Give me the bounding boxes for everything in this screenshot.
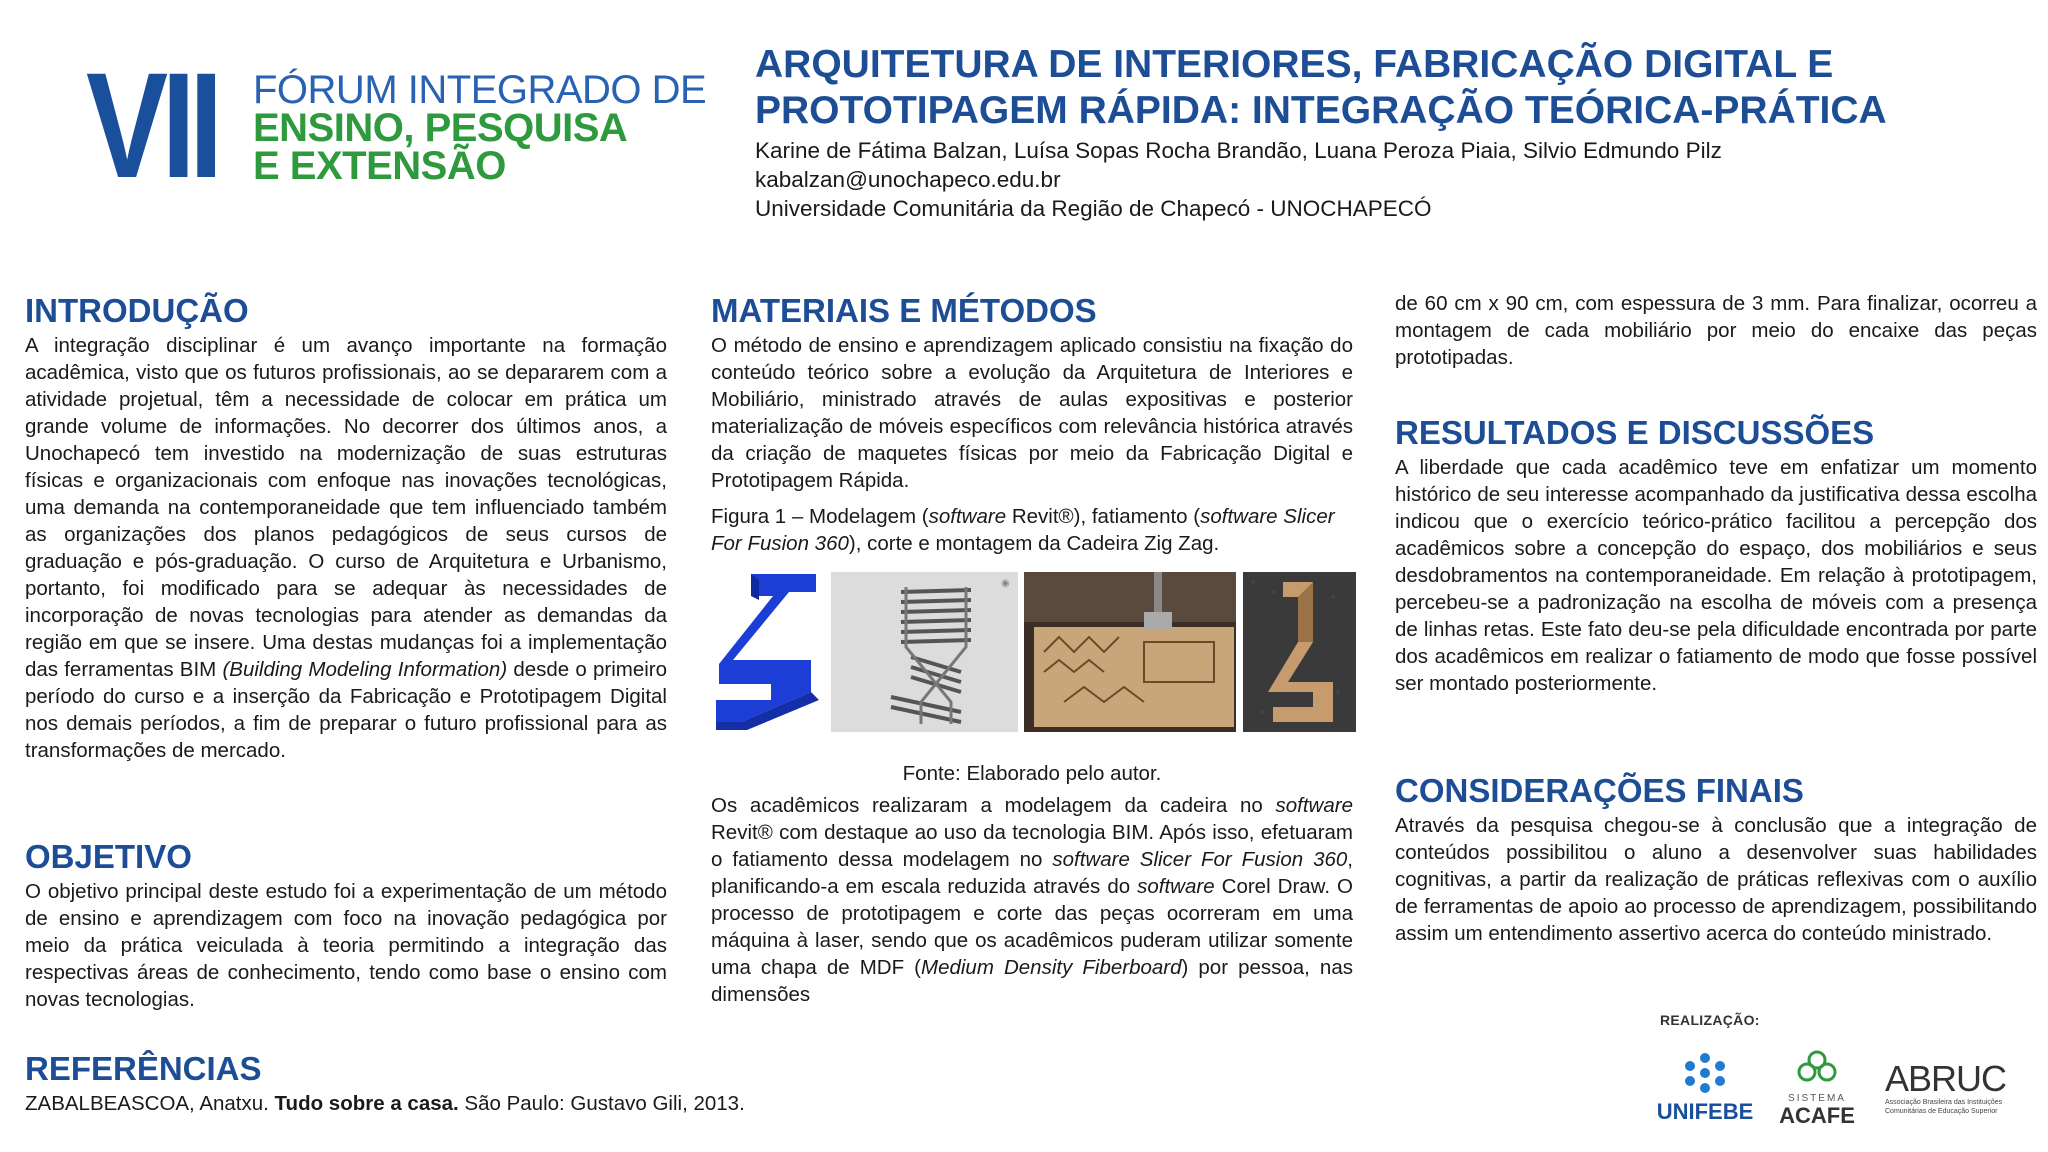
section-heading: MATERIAIS E MÉTODOS: [711, 292, 1097, 329]
authors: Karine de Fátima Balzan, Luísa Sopas Rocha Brandão, Luana Peroza Piaia, Silvio Edmundo Pilz: [755, 138, 1722, 163]
sponsors-label: REALIZAÇÃO:: [1660, 1012, 1760, 1028]
section-consideracoes: [1395, 772, 2037, 947]
materiais-text: O método de ensino e aprendizagem aplicado consistiu na fixação do conteúdo teórico sobre a evolução da Arquitetura de Interiores e Mobiliário, ministrado através de aulas expositivas e posterior materialização de móveis específicos com relevância histórica através da criação de maquetes físicas por meio da Fabricação Digital e Prototipagem Rápida.: [711, 334, 1353, 492]
section-referencias: [25, 1050, 1025, 1117]
event-logo-numeral: VII: [86, 41, 217, 209]
section-heading: INTRODUÇÃO: [25, 292, 249, 329]
section-introducao: [25, 292, 667, 764]
materiais-continuation: de 60 cm x 90 cm, com espessura de 3 mm. Para finalizar, ocorreu a montagem de cada mobiliário por meio do encaixe das peças prototipadas.: [1395, 292, 2037, 369]
section-heading: OBJETIVO: [25, 838, 192, 875]
figure-caption: Figura 1 – Modelagem (software Revit®), fatiamento (software Slicer For Fusion 360), corte e montagem da Cadeira Zig Zag.: [711, 505, 1335, 555]
event-logo-line-2: ENSINO, PESQUISA: [253, 106, 628, 150]
unifebe-icon: [1680, 1050, 1730, 1096]
acafe-logo: SISTEMA ACAFE: [1772, 1048, 1862, 1127]
svg-text:◉: ◉: [1001, 578, 1010, 589]
section-materiais: [711, 292, 1353, 494]
institution: Universidade Comunitária da Região de Chapecó - UNOCHAPECÓ: [755, 196, 1432, 221]
abruc-logo: ABRUC Associação Brasileira das Instituições Comunitárias de Educação Superior: [1885, 1060, 2035, 1116]
consideracoes-text: Através da pesquisa chegou-se à conclusão que a integração de conteúdos possibilitou o aluno a desenvolver suas habilidades cognitivas, a partir da realização de práticas reflexivas com o auxílio de ferramentas de apoio ao processo de aprendizagem, possibilitando assim um entendimento assertivo acerca do conteúdo ministrado.: [1395, 814, 2037, 945]
section-heading: REFERÊNCIAS: [25, 1050, 262, 1087]
intro-text: A integração disciplinar é um avanço importante na formação acadêmica, visto que os futuros profissionais, ao se depararem com a atividade projetual, têm a necessidade de colocar em prática um grande volume de informações. No decorrer dos últimos anos, a Unochapecó tem investido na modernização de suas estruturas físicas e organizacionais com enfoque nas inovações tecnológicas, uma demanda na contemporaneidade que tem influenciado também as organizações dos planos pedagógicos de seus cursos de graduação e pós-graduação. O curso de Arquitetura e Urbanismo, portanto, foi modificado para se adequar às necessidades de incorporação de novas tecnologias para atender as demandas da região em que se insere. Uma destas mudanças foi a implementação das ferramentas BIM (Building Modeling Information) desde o primeiro período do curso e a inserção da Fabricação e Prototipagem Digital nos demais períodos, a fim de preparar o futuro profissional para as transformações de mercado.: [25, 334, 668, 762]
resultados-text: A liberdade que cada acadêmico teve em enfatizar um momento histórico de seu interesse acompanhado da justificativa dessa escolha indicou que o exercício teórico-prático facilitou a percepção dos acadêmicos sobre a concepção do espaço, dos mobiliários e seus desdobramentos na contemporaneidade. Em relação à prototipagem, percebeu-se a padronização na escolha de móveis com a presença de linhas retas. Este fato deu-se pela dificuldade encontrada por parte dos acadêmicos em realizar o fatiamento de modo que fosse possível ser montado posteriormente.: [1395, 456, 2037, 695]
objetivo-text: O objetivo principal deste estudo foi a experimentação de um método de ensino e aprendizagem com foco na inovação pedagógica por meio da prática veiculada à teoria permitindo a integração das respectivas áreas de conhecimento, tendo como base o ensino com novas tecnologias.: [25, 880, 667, 1011]
abruc-wordmark: ABRUC: [1885, 1058, 2007, 1099]
email: kabalzan@unochapeco.edu.br: [755, 167, 1061, 192]
author-block: [755, 136, 2015, 223]
acafe-icon: [1795, 1048, 1839, 1088]
section-resultados: [1395, 414, 2037, 697]
figure-slicer-model: [831, 572, 1018, 732]
figure-revit-model: [711, 572, 824, 732]
section-objetivo: [25, 838, 667, 1013]
figure-laser-cutting: [1024, 572, 1236, 732]
section-heading: RESULTADOS E DISCUSSÕES: [1395, 414, 1875, 451]
section-heading: CONSIDERAÇÕES FINAIS: [1395, 772, 1804, 809]
reference-entry: ZABALBEASCOA, Anatxu. Tudo sobre a casa. São Paulo: Gustavo Gili, 2013.: [25, 1092, 745, 1115]
event-logo-line-1: FÓRUM INTEGRADO DE: [253, 68, 707, 112]
poster-title: ARQUITETURA DE INTERIORES, FABRICAÇÃO DIGITAL E PROTOTIPAGEM RÁPIDA: INTEGRAÇÃO TEÓRICA-PRÁTICA: [755, 43, 1887, 132]
figure-source: Fonte: Elaborado pelo autor.: [902, 762, 1162, 785]
figure-assembled-chair: [1243, 572, 1356, 732]
materiais-paragraph-2: Os acadêmicos realizaram a modelagem da cadeira no software Revit® com destaque ao uso da tecnologia BIM. Após isso, efetuaram o fatiamento dessa modelagem no software Slicer For Fusion 360, planificando-a em escala reduzida através do software Corel Draw. O processo de prototipagem e corte das peças ocorreram em uma máquina à laser, sendo que os acadêmicos puderam utilizar somente uma chapa de MDF (Medium Density Fiberboard) por pessoa, nas dimensões: [711, 794, 1354, 1006]
event-logo-line-3: E EXTENSÃO: [253, 144, 506, 188]
unifebe-logo: UNIFEBE: [1655, 1050, 1755, 1123]
